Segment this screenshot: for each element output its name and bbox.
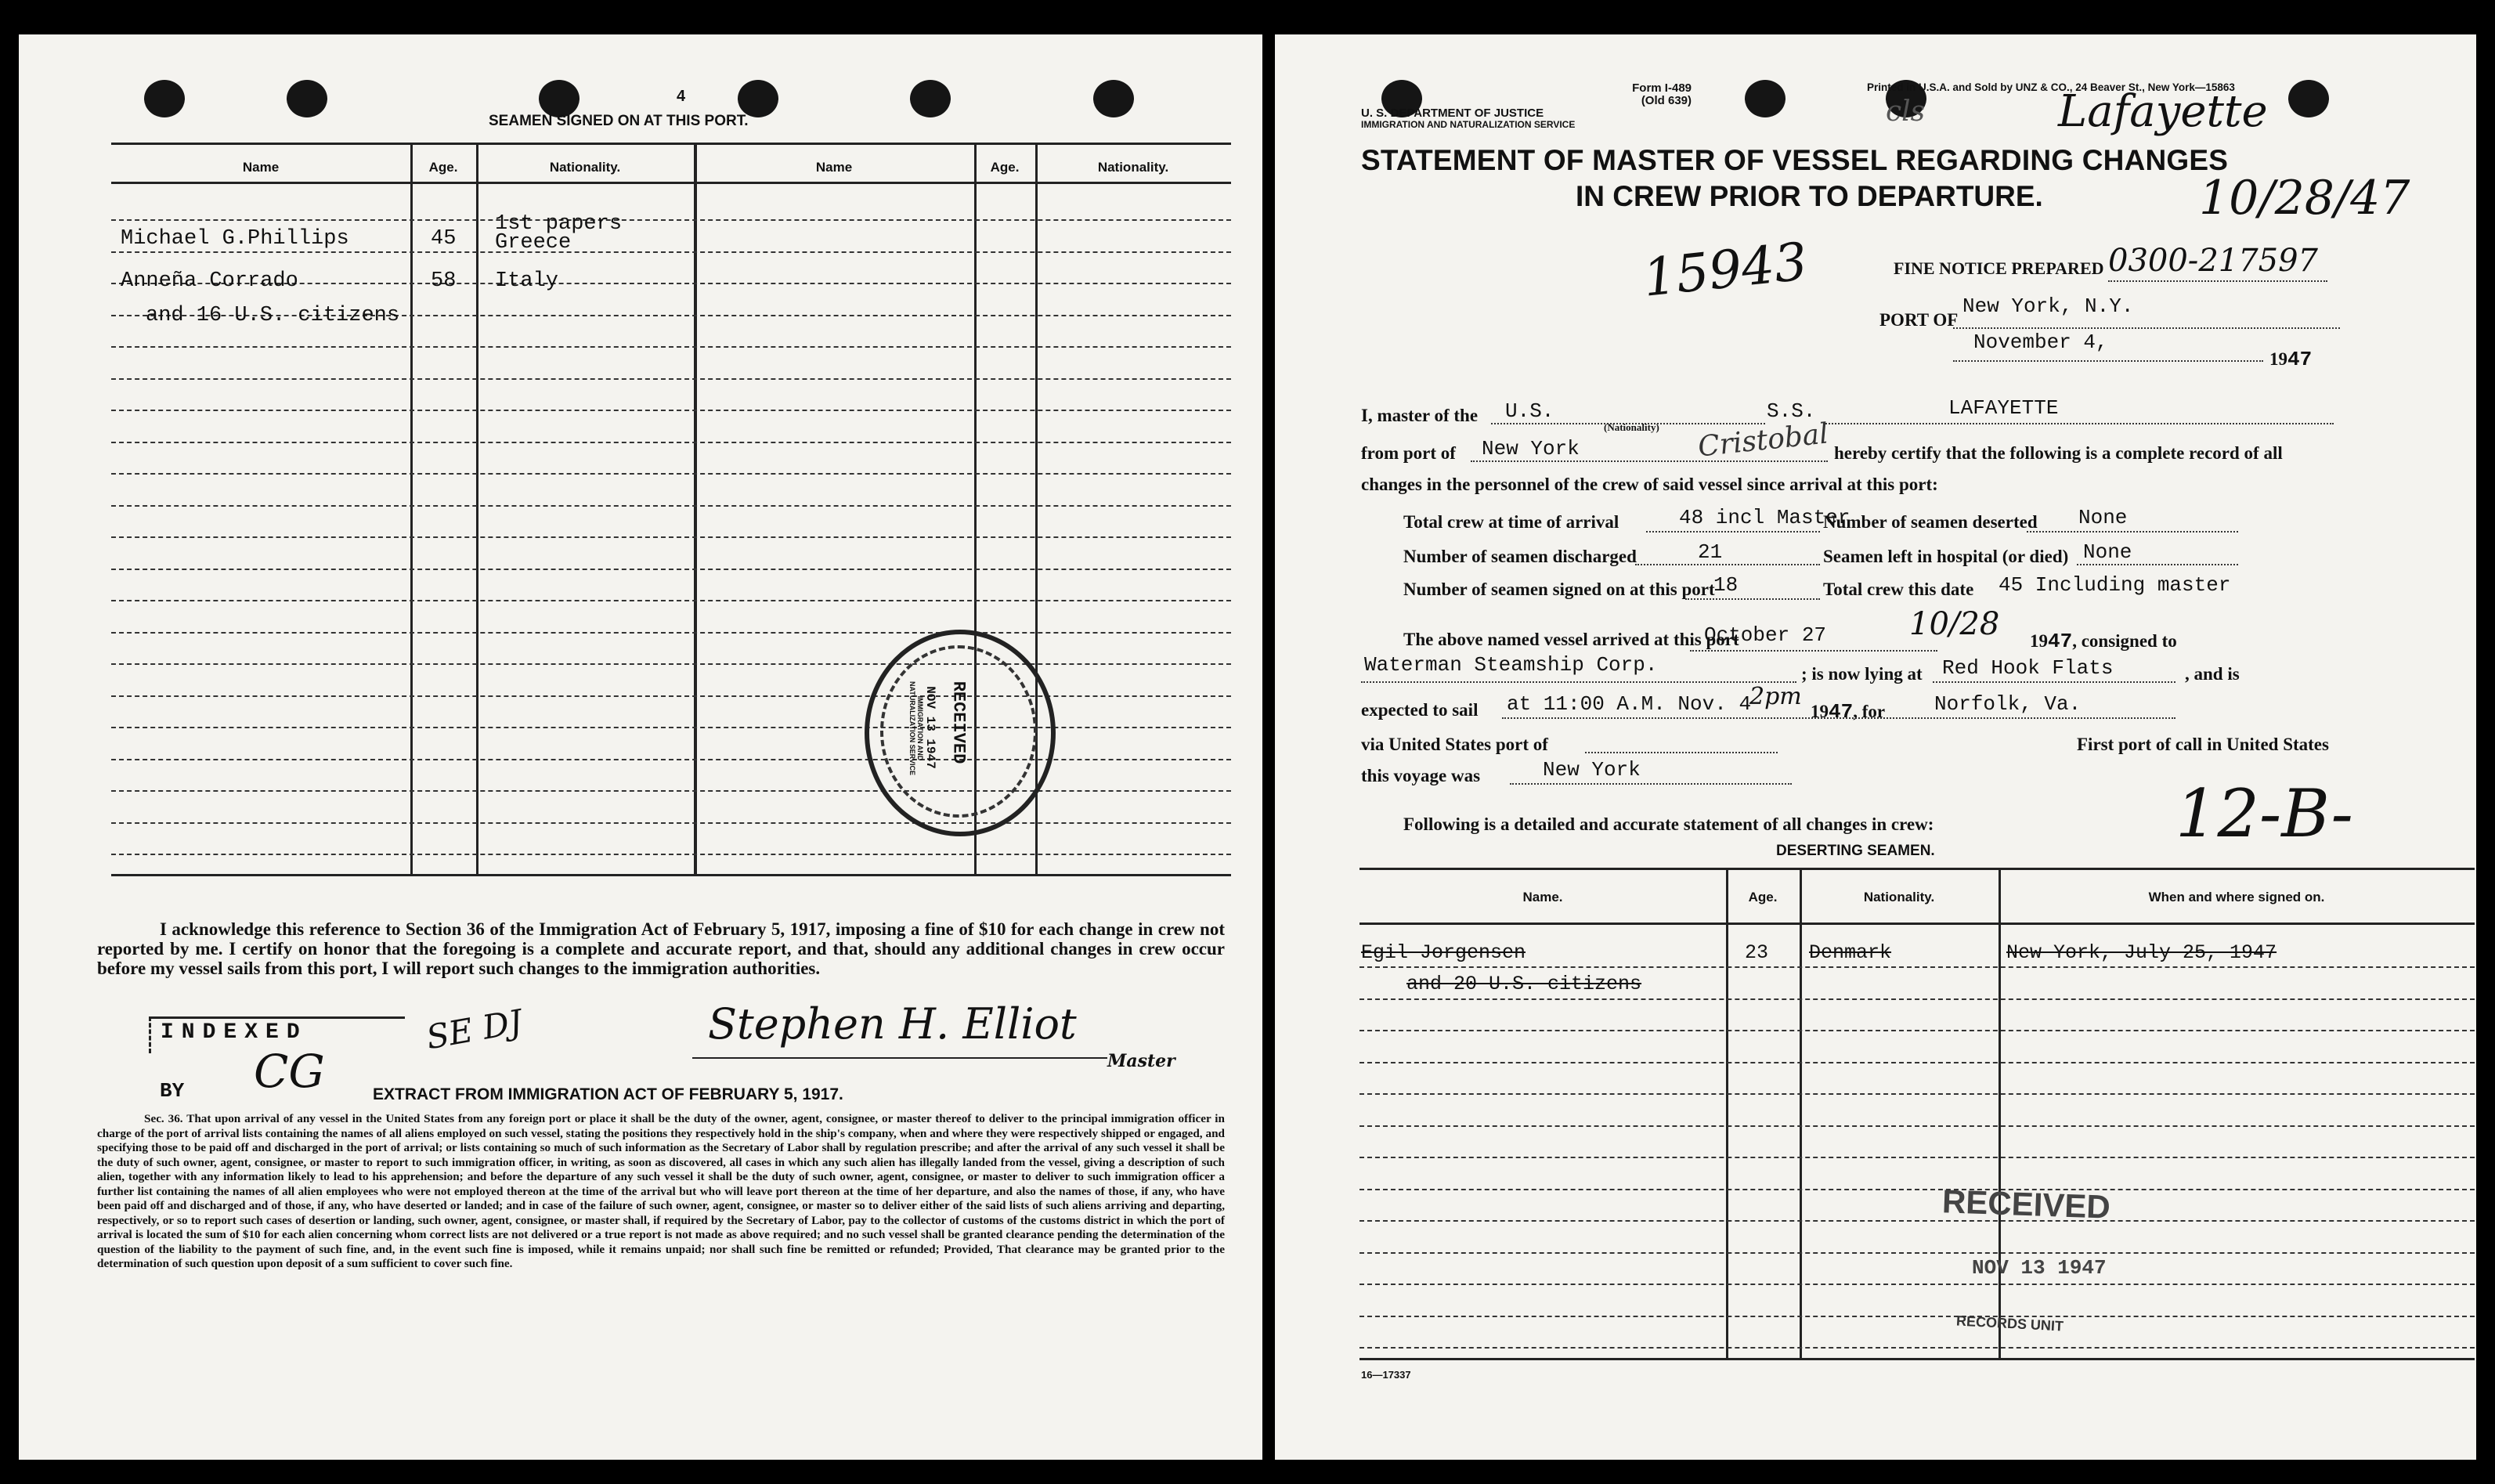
total-crew-arrival-value: 48 incl Master <box>1679 506 1850 529</box>
column-header: Age. <box>1748 890 1778 904</box>
row-rule <box>111 505 1231 507</box>
from-port-handwritten: Cristobal <box>1696 417 1830 464</box>
department-name: U. S. DEPARTMENT OF JUSTICE <box>1361 107 1544 120</box>
fill-line <box>1635 564 1820 565</box>
form-old-number: (Old 639) <box>1641 94 1692 107</box>
year-prefix: 19 <box>2269 349 2287 369</box>
punch-hole <box>144 80 185 117</box>
row-rule <box>111 854 1231 855</box>
total-crew-date-label: Total crew this date <box>1823 580 1974 599</box>
row-rule <box>1359 1284 2475 1285</box>
punch-hole <box>738 80 778 117</box>
following-text: Following is a detailed and accurate statement of all changes in crew: <box>1403 814 1934 834</box>
table-row-name: and 16 U.S. citizens <box>146 304 400 327</box>
via-label: via United States port of <box>1361 735 1548 754</box>
received-dept: RECORDS UNIT <box>1955 1312 2064 1334</box>
row-rule <box>111 632 1231 634</box>
row-rule <box>111 442 1231 443</box>
column-header: Name <box>815 160 853 175</box>
hospital-label: Seamen left in hospital (or died) <box>1823 547 2069 566</box>
table-row-age: 23 <box>1745 941 1769 964</box>
fill-line <box>2077 564 2238 565</box>
this-voyage-label: this voyage was <box>1361 766 1481 785</box>
fine-notice-label: FINE NOTICE PREPARED <box>1894 258 2104 278</box>
year-value: 47 <box>1829 700 1854 724</box>
table-top-border <box>111 143 1231 145</box>
stamp-date: NOV 13 1947 <box>923 686 937 769</box>
row-rule <box>1359 1125 2475 1127</box>
row-rule <box>1359 1030 2475 1031</box>
row-rule <box>111 378 1231 380</box>
column-header: Name <box>242 160 280 175</box>
service-name: IMMIGRATION AND NATURALIZATION SERVICE <box>1361 119 1576 130</box>
fill-line <box>1471 460 1828 462</box>
from-port-value: New York <box>1482 437 1580 460</box>
signed-on-label: Number of seamen signed on at this port <box>1403 580 1715 599</box>
deserted-value: None <box>2078 506 2128 529</box>
row-rule <box>111 790 1231 792</box>
table-row-nationality: Denmark <box>1809 941 1892 964</box>
row-rule <box>111 569 1231 570</box>
date-value: November 4, <box>1973 330 2108 354</box>
row-rule <box>1359 1157 2475 1158</box>
row-rule <box>111 727 1231 728</box>
column-header: Age. <box>990 160 1020 175</box>
fill-line <box>1823 423 2334 424</box>
fill-line <box>1933 681 2175 683</box>
row-rule <box>111 251 1231 253</box>
vessel-name: LAFAYETTE <box>1948 396 2059 420</box>
fine-notice-value: 0300-217597 <box>2108 243 2319 279</box>
row-rule <box>111 600 1231 601</box>
certify-text: hereby certify that the following is a complete record of all <box>1834 443 2283 463</box>
row-rule <box>1359 998 2475 1000</box>
master-signature: Stephen H. Elliot <box>708 999 1077 1049</box>
fill-line <box>1585 752 1778 753</box>
this-voyage-value: New York <box>1543 758 1641 782</box>
fill-line <box>1646 531 1820 533</box>
table-row-name: Egil Jorgensen <box>1361 941 1526 964</box>
row-rule <box>1359 966 2475 968</box>
master-of-label: I, master of the <box>1361 406 1479 425</box>
handwritten-code: 12-B- <box>2175 775 2353 852</box>
fill-line <box>1510 783 1792 785</box>
from-port-label: from port of <box>1361 443 1456 463</box>
table-top-border <box>1359 868 2475 870</box>
table-row-name: Anneña Corrado <box>121 269 298 293</box>
deserted-label: Number of seamen deserted <box>1823 512 2038 532</box>
master-label: Master <box>1107 1051 1175 1071</box>
year-value: 47 <box>2287 348 2313 371</box>
clerk-initials: SE DJ <box>423 1002 525 1057</box>
handwritten-prefix: cls <box>1886 96 1926 128</box>
total-crew-arrival-label: Total crew at time of arrival <box>1403 512 1619 532</box>
changes-text: changes in the personnel of the crew of said vessel since arrival at this port: <box>1361 475 1938 494</box>
row-rule <box>1359 1316 2475 1317</box>
fill-line <box>1690 650 1937 652</box>
fill-line <box>1685 598 1820 600</box>
ss-label: S.S. <box>1767 399 1816 423</box>
table-row-nationality: Italy <box>495 269 559 293</box>
page-number: 4 <box>677 88 686 105</box>
discharged-value: 21 <box>1698 540 1723 564</box>
indexed-by-label: BY <box>160 1079 185 1103</box>
row-rule <box>1359 1347 2475 1349</box>
section-title: SEAMEN SIGNED ON AT THIS PORT. <box>489 113 749 129</box>
fill-line <box>1953 327 2340 329</box>
received-date: NOV 13 1947 <box>1972 1256 2107 1280</box>
left-page <box>19 34 1262 1460</box>
row-rule <box>111 822 1231 824</box>
table-bottom-border <box>111 874 1231 876</box>
punch-hole <box>539 80 580 117</box>
printer-note: Printed in U.S.A. and Sold by UNZ & CO., 24 Beaver St., New York—15863 <box>1867 81 2235 93</box>
row-rule <box>111 663 1231 665</box>
column-header: Nationality. <box>1863 890 1935 904</box>
arrived-handwritten: 10/28 <box>1909 606 2000 642</box>
punch-hole <box>910 80 951 117</box>
for-label: for <box>1861 702 1886 721</box>
table-row-age: 45 <box>431 227 457 251</box>
arrived-value: October 27 <box>1704 623 1827 647</box>
extract-body <box>97 1112 1225 1272</box>
expected-handwritten: 2pm <box>1749 683 1802 710</box>
table-row-age: 58 <box>431 269 457 293</box>
table-header-border <box>111 182 1231 184</box>
sec-label: Sec. 36. <box>144 1112 183 1125</box>
fill-line <box>2027 531 2238 533</box>
port-label: PORT OF <box>1879 310 1959 330</box>
right-page: Form I-489 (Old 639) U. S. DEPARTMENT OF JUSTICE IMMIGRATION AND NATURALIZATION SERVICE Printed in U.S.A. and Sold by UNZ & CO., 24 Beaver St., New York—15863 cls Lafayette STATEMENT OF MASTER OF VESSEL REGARDING CHANGES IN CREW PRIOR TO DEPARTURE. 10/28/47 15943 FINE NOTICE PREPARED 0300-217597 PORT OF New York, N.Y. November 4, 1947 I, master of the U.S. (Nationality) S.S. LAFAYETTE from port of New York Cristobal hereby certify that the following is a complete record of all changes in the personnel of the crew of said vessel since arrival at this port: Total crew at time of arrival 48 incl Master Number of seamen deserted None Number of seamen discharged 21 Seamen left in hospital (or died) None Number of seamen signed on at this port 18 Total crew this date 45 Including master The above named vessel arrived at this port October 27 10/28 1947, consigned to Waterman Steamship Corp. ; is now lying at Red Hook Flats , and is expected to sail at 11:00 A.M. Nov. 4 2pm 1947, for Norfolk, Va. via United States port of First port of call in United States this voyage was New York Following is a detailed and accurate statement of all changes in crew: 12-B- DESERTING SEAMEN. Name. Age. Nationality. When and where signed on. Egil Jorgensen 23 Denmark New York, July 25, 1947 and 20 U.S. citizens RECEIVED NOV 13 1947 RECORDS UNIT 16—17337 <box>1275 34 2476 1460</box>
stamp-agency: IMMIGRATION AND NATURALIZATION SERVICE <box>908 681 924 775</box>
year-prefix: 19 <box>1811 702 1829 721</box>
discharged-label: Number of seamen discharged <box>1403 547 1637 566</box>
punch-hole <box>1093 80 1134 117</box>
footer-code: 16—17337 <box>1361 1369 1411 1381</box>
arrived-label: The above named vessel arrived at this port <box>1403 630 1739 649</box>
row-rule <box>1359 1062 2475 1063</box>
row-rule <box>1359 1093 2475 1095</box>
fill-line <box>1502 717 2175 719</box>
column-header: Nationality. <box>1097 160 1169 175</box>
punch-hole <box>287 80 327 117</box>
page-title: STATEMENT OF MASTER OF VESSEL REGARDING CHANGES <box>1361 144 2229 176</box>
table-header-border <box>1359 923 2475 925</box>
handwritten-number: 15943 <box>1640 231 1811 309</box>
signed-on-value: 18 <box>1713 573 1739 597</box>
table-row-signed-on: New York, July 25, 1947 <box>2006 941 2277 964</box>
row-rule <box>1359 1189 2475 1190</box>
nationality-value: U.S. <box>1505 399 1554 423</box>
year-prefix: 19 <box>2030 631 2048 651</box>
table-row-name: Michael G.Phillips <box>121 227 349 251</box>
table-row-name: and 20 U.S. citizens <box>1406 973 1642 995</box>
fill-line <box>1361 681 1796 683</box>
consigned-label: consigned to <box>2081 631 2177 651</box>
column-header: When and where signed on. <box>2148 890 2325 904</box>
table-bottom-border <box>1359 1358 2475 1360</box>
acknowledgement-text: I acknowledge this reference to Section 36 of the Immigration Act of February 5, 1917, imposing a fine of $10 for each change in crew not reported by me. I certify on honor that the foregoing is a complete and accurate report, and that, should any additional changes in crew occur before my vessel sails from this port, I will report such changes to the immigration authorities. <box>97 919 1225 978</box>
form-number: Form I-489 <box>1632 81 1692 95</box>
hospital-value: None <box>2083 540 2132 564</box>
destination-value: Norfolk, Va. <box>1934 692 2082 716</box>
year-value: 47 <box>2048 630 2073 653</box>
row-rule <box>111 219 1231 221</box>
and-is-label: and is <box>2194 664 2240 684</box>
column-header: Name. <box>1522 890 1563 904</box>
table-row-nationality: Greece <box>495 231 572 255</box>
extract-text: That upon arrival of any vessel in the United States from any foreign port or place it shall be the duty of the owner, agent, consignee, or master thereof to deliver to the principal immigration officer in charge of the port of arrival lists containing the names of all aliens employed on such vessel, stating the positions they respectively hold in the ship's company, when and where they were respectively shipped or engaged, and specifying those to be paid off and discharged in the port of arrival; or lists containing so much of such information as the Secretary of Labor shall by regulation prescribe; and after the arrival of any such vessel it shall be the duty of such owner, agent, consignee, or master to report to such immigration officer, in writing, as soon as discovered, all cases in which any such alien has illegally landed from the vessel, giving a description of such alien, together with any information likely to lead to his apprehension; and before the departure of any such vessel it shall be the duty of such owner, agent, consignee, or master to deliver to such immigration officer a further list containing the names of all alien employees who were not employed thereon at the time of the arrival but who will leave port thereon at the time of her departure, and also the names of those, if any, who have been paid off and discharged and of those, if any, who have deserted or landed; and in case of the failure of such owner, agent, consignee, or master so to deliver either of the said lists of such aliens arriving and departing, respectively, or so to report such cases of desertion or landing, such owner, agent, consignee, or master shall, if required by the Secretary of Labor, pay to the collector of customs of the customs district in which the port of arrival is located the sum of $10 for each alien concerning whom correct lists are not delivered or a true report is not made as above required; and no such vessel shall be granted clearance pending the determination of the question of the liability to the payment of such fine, and, in the event such fine is imposed, while it remains unpaid; nor shall such fine be remitted or refunded; Provided, That clearance may be granted prior to the determination of such question upon deposit of a sum sufficient to cover such fine. <box>97 1112 1225 1270</box>
lying-label: is now lying at <box>1811 664 1923 684</box>
table-row-nationality: 1st papers <box>495 212 623 236</box>
received-stamp: RECEIVED <box>1941 1183 2111 1226</box>
punch-hole <box>1745 80 1785 117</box>
handwritten-vessel: Lafayette <box>2058 86 2268 137</box>
column-header: Nationality. <box>549 160 621 175</box>
expected-label: expected to sail <box>1361 700 1479 720</box>
row-rule <box>111 759 1231 760</box>
row-rule <box>111 695 1231 697</box>
port-value: New York, N.Y. <box>1962 294 2134 318</box>
row-rule <box>111 410 1231 411</box>
row-rule <box>111 473 1231 475</box>
extract-title: EXTRACT FROM IMMIGRATION ACT OF FEBRUARY 5, 1917. <box>373 1085 843 1103</box>
nationality-caption: (Nationality) <box>1604 421 1659 433</box>
first-port-label: First port of call in United States <box>2077 735 2329 754</box>
row-rule <box>1359 1220 2475 1222</box>
fill-line <box>1953 360 2263 362</box>
page-subtitle: IN CREW PRIOR TO DEPARTURE. <box>1576 180 2043 212</box>
signature-line <box>692 1057 1107 1059</box>
row-rule <box>111 346 1231 348</box>
stamp-text: RECEIVED <box>948 681 969 764</box>
indexed-initials: CG <box>254 1045 325 1098</box>
column-header: Age. <box>428 160 458 175</box>
lying-value: Red Hook Flats <box>1942 656 2114 680</box>
handwritten-date: 10/28/47 <box>2199 171 2410 226</box>
received-round-stamp <box>865 630 1056 836</box>
row-rule <box>111 536 1231 538</box>
total-crew-date-value: 45 Including master <box>1999 573 2231 597</box>
row-rule <box>1359 1252 2475 1254</box>
punch-hole <box>2288 80 2329 117</box>
deserting-title: DESERTING SEAMEN. <box>1776 843 1935 859</box>
consignee-value: Waterman Steamship Corp. <box>1364 653 1658 677</box>
fill-line <box>2108 280 2327 282</box>
expected-value: at 11:00 A.M. Nov. 4 <box>1507 692 1752 716</box>
indexed-stamp: INDEXED <box>149 1016 405 1053</box>
